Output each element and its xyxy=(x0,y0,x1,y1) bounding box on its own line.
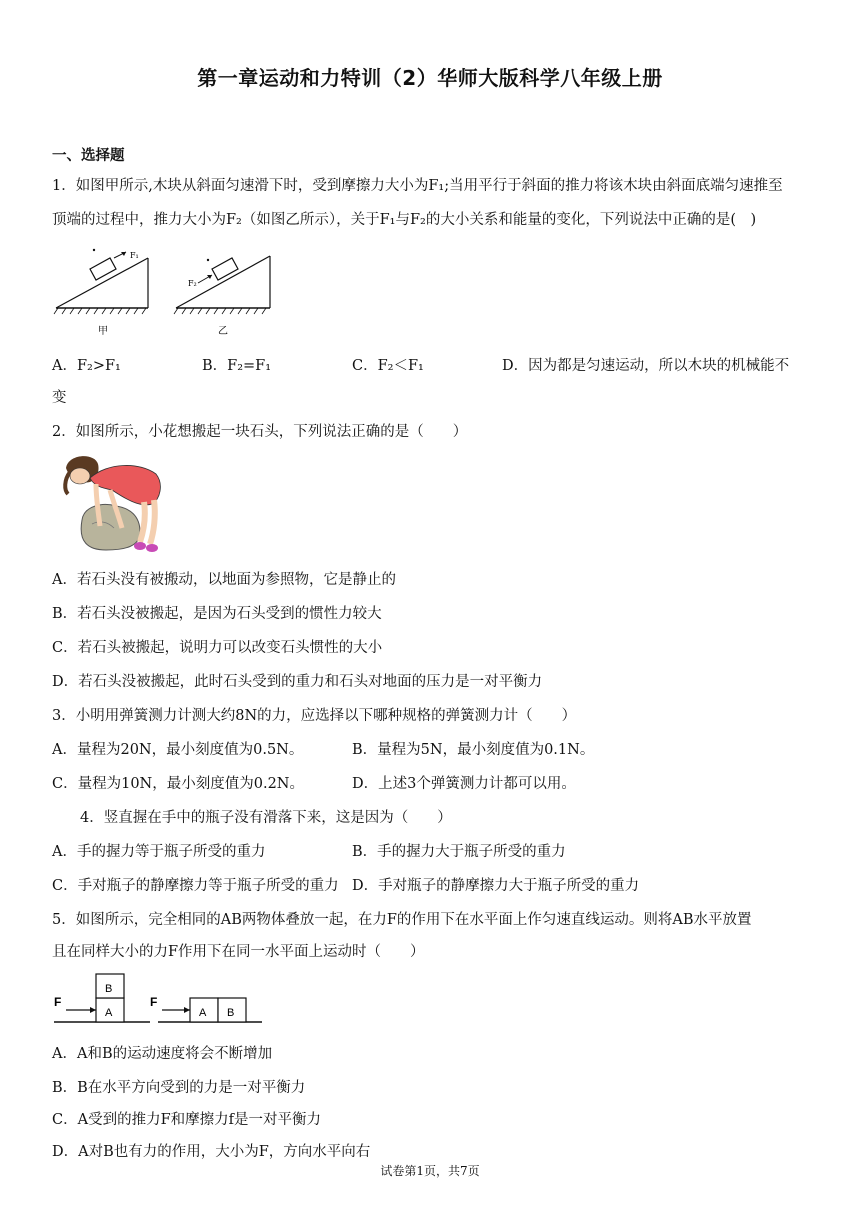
q1-fig-force-a: F₁ xyxy=(130,251,139,260)
q1-incline-figure xyxy=(52,236,302,338)
q1-fig-force-b: F₂ xyxy=(188,279,197,288)
q1-option-b: B．F₂=F₁ xyxy=(202,358,272,374)
q5-fig-block-a-stacked: A xyxy=(105,1007,113,1019)
q2-stem: 2．如图所示，小花想搬起一块石头，下列说法正确的是（ ） xyxy=(52,424,468,440)
q2-option-c: C．若石头被搬起，说明力可以改变石头惯性的大小 xyxy=(52,640,383,656)
q5-stem-line2: 且在同样大小的力F作用下在同一水平面上运动时（ ） xyxy=(52,944,425,960)
q5-blocks-figure xyxy=(52,970,266,1030)
section-heading: 一、选择题 xyxy=(52,148,125,164)
q2-girl-lifting-stone-figure xyxy=(56,450,172,556)
q5-fig-force-1: F xyxy=(54,995,62,1009)
q1-option-d-cont: 变 xyxy=(52,390,67,406)
q4-option-a: A．手的握力等于瓶子所受的重力 xyxy=(52,844,266,860)
q5-fig-block-a: A xyxy=(199,1007,207,1019)
q5-fig-block-b: B xyxy=(227,1007,235,1019)
q4-option-d: D．手对瓶子的静摩擦力大于瓶子所受的重力 xyxy=(352,878,640,894)
q3-option-b: B．量程为5N，最小刻度值为0.1N。 xyxy=(352,742,595,758)
q1-fig-label-a: 甲 xyxy=(98,326,108,337)
q1-stem-line1: 1．如图甲所示,木块从斜面匀速滑下时，受到摩擦力大小为F₁;当用平行于斜面的推力将该木块由斜面底端匀速推至 xyxy=(52,178,783,194)
q1-option-c: C．F₂＜F₁ xyxy=(352,358,424,374)
q4-option-b: B．手的握力大于瓶子所受的重力 xyxy=(352,844,566,860)
q3-option-d: D．上述3个弹簧测力计都可以用。 xyxy=(352,776,576,792)
q5-fig-block-b-stacked: B xyxy=(105,983,113,995)
q5-fig-force-2: F xyxy=(150,995,158,1009)
q3-stem: 3．小明用弹簧测力计测大约8N的力，应选择以下哪种规格的弹簧测力计（ ） xyxy=(52,708,577,724)
page-title: 第一章运动和力特训（2）华师大版科学八年级上册 xyxy=(197,66,663,90)
q1-option-a: A．F₂>F₁ xyxy=(52,358,121,374)
q2-option-b: B．若石头没被搬起，是因为石头受到的惯性力较大 xyxy=(52,606,382,622)
q2-option-a: A．若石头没有被搬动，以地面为参照物，它是静止的 xyxy=(52,572,396,588)
q5-option-c: C．A受到的推力F和摩擦力f是一对平衡力 xyxy=(52,1112,321,1128)
q4-option-c: C．手对瓶子的静摩擦力等于瓶子所受的重力 xyxy=(52,878,339,894)
q1-fig-label-b: 乙 xyxy=(218,326,228,337)
page-footer: 试卷第1页，共7页 xyxy=(380,1164,480,1178)
q1-option-d: D．因为都是匀速运动，所以木块的机械能不 xyxy=(502,358,790,374)
q3-option-c: C．量程为10N，最小刻度值为0.2N。 xyxy=(52,776,304,792)
q1-stem-line2: 顶端的过程中，推力大小为F₂（如图乙所示），关于F₁与F₂的大小关系和能量的变化，下列说法中正确的是( ) xyxy=(52,212,757,228)
q5-option-d: D．A对B也有力的作用，大小为F，方向水平向右 xyxy=(52,1144,371,1160)
q5-option-b: B．B在水平方向受到的力是一对平衡力 xyxy=(52,1080,306,1096)
q5-stem-line1: 5．如图所示，完全相同的AB两物体叠放一起，在力F的作用下在水平面上作匀速直线运动。则将AB水平放置 xyxy=(52,912,752,928)
q5-option-a: A．A和B的运动速度将会不断增加 xyxy=(52,1046,273,1062)
q3-option-a: A．量程为20N，最小刻度值为0.5N。 xyxy=(52,742,304,758)
q4-stem: 4．竖直握在手中的瓶子没有滑落下来，这是因为（ ） xyxy=(80,810,452,826)
q2-option-d: D．若石头没被搬起，此时石头受到的重力和石头对地面的压力是一对平衡力 xyxy=(52,674,543,690)
